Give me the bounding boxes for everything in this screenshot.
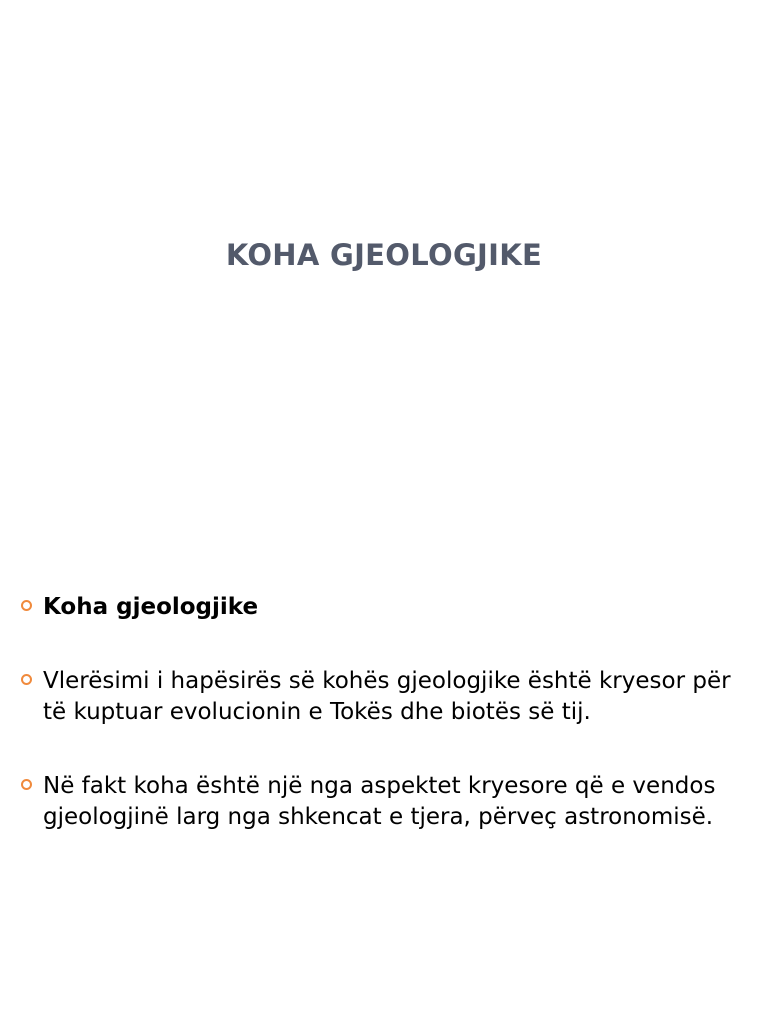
bullet-text: Në fakt koha është një nga aspektet kryesore që e vendos gjeologjinë larg nga shkencat e tjera, përveç astronomisë. (43, 773, 716, 830)
bullet-circle-icon (21, 600, 32, 611)
bullet-item (0, 771, 768, 833)
bullet-item (0, 592, 768, 623)
slide-title: KOHA GJEOLOGJIKE (225, 238, 543, 272)
bullet-list (0, 592, 768, 833)
bullet-circle-icon (21, 674, 32, 685)
bullet-text: Vlerësimi i hapësirës së kohës gjeologjike është kryesor për të kuptuar evolucionin e Tokës dhe biotës së tij. (43, 668, 731, 725)
bullet-item (0, 666, 768, 728)
bullet-circle-icon (21, 779, 32, 790)
bullet-text: Koha gjeologjike (43, 594, 259, 620)
